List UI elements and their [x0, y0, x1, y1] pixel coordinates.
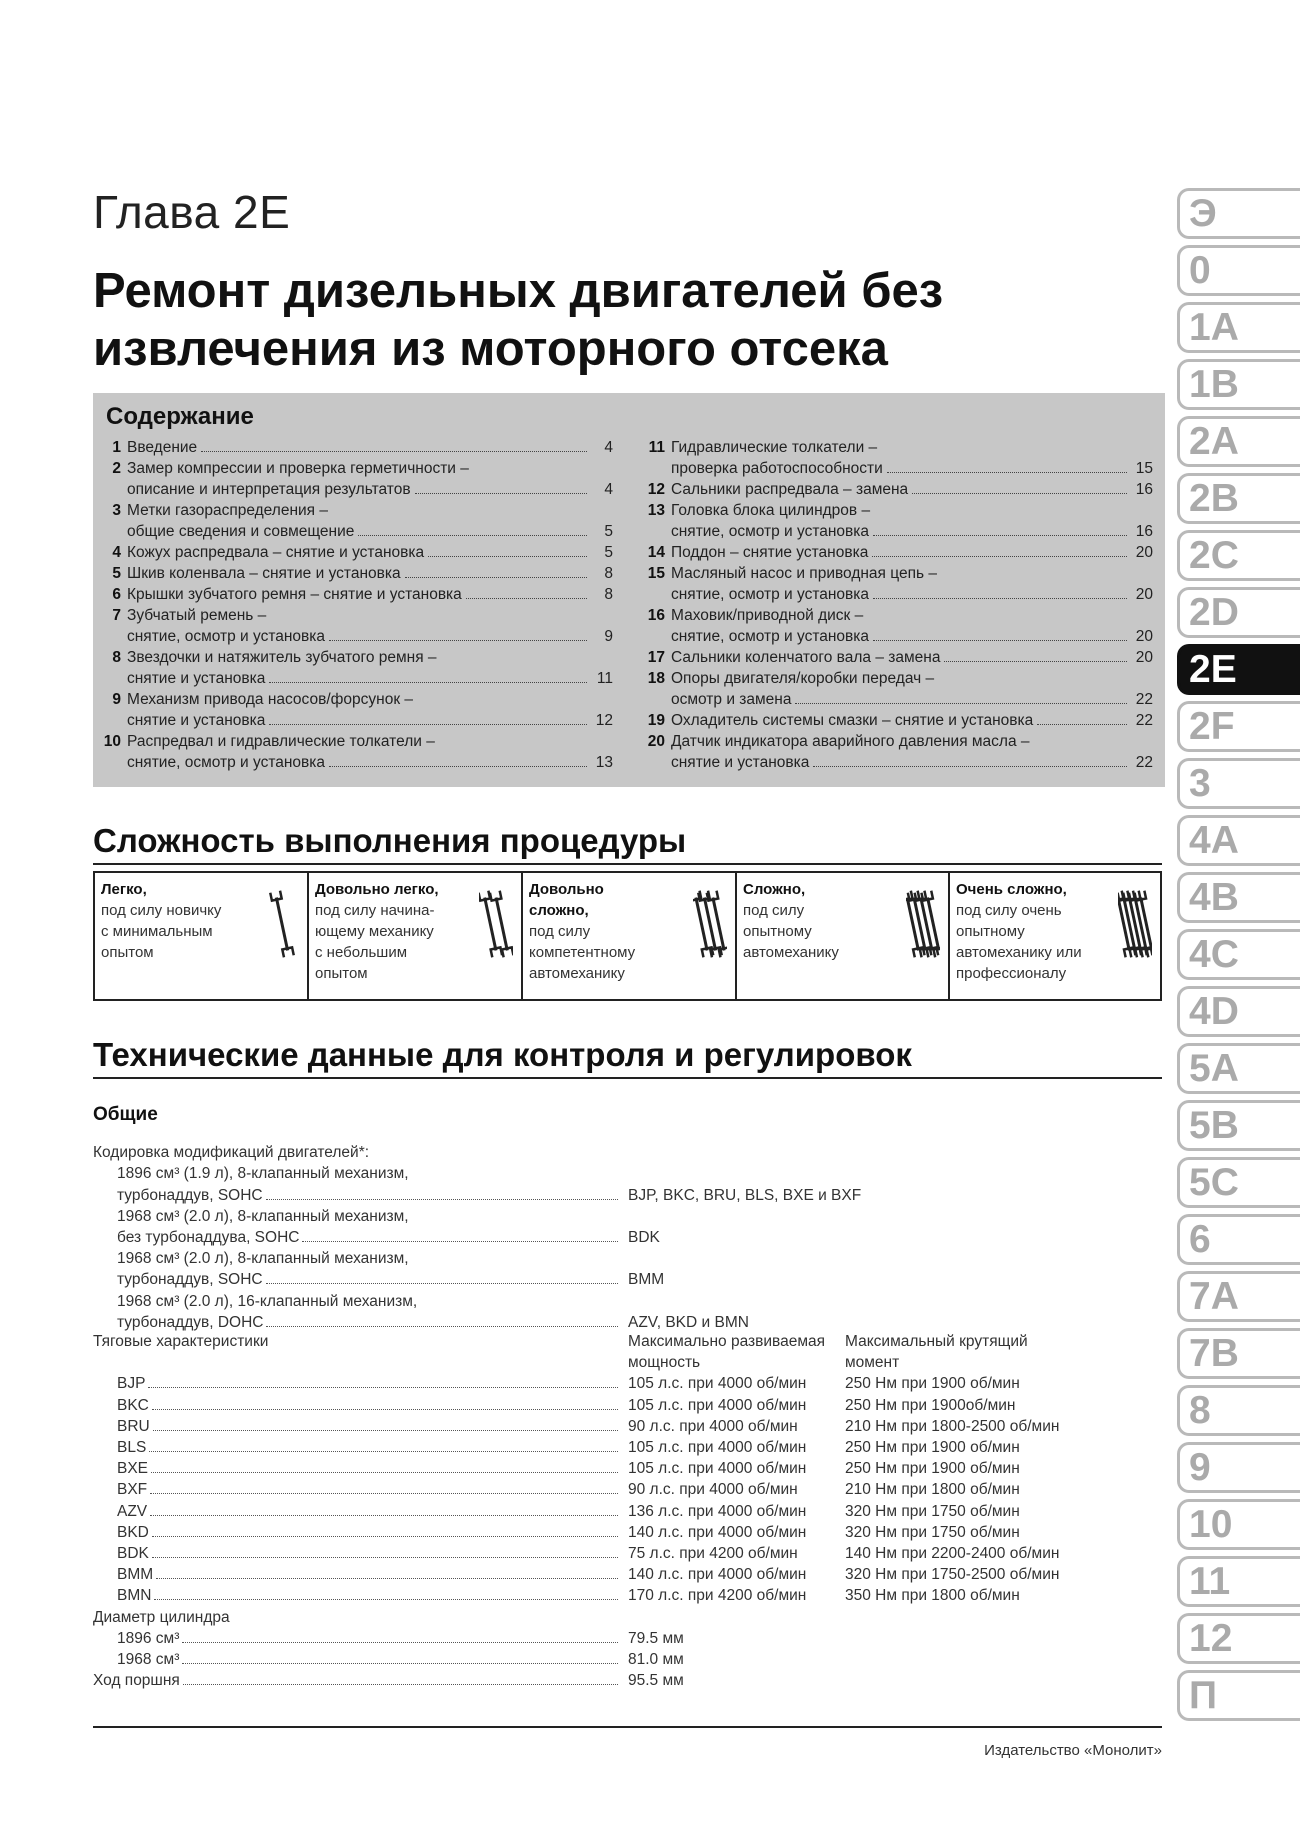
spec-row: [93, 1607, 1163, 1628]
specs-heading: Технические данные для контроля и регулировок: [93, 1036, 912, 1073]
page-title: [93, 262, 1163, 378]
spec-row: [93, 1163, 1163, 1184]
toc-entry: [637, 605, 1153, 626]
toc-entry-number: 19: [647, 712, 665, 729]
tab-chapter[interactable]: 4D: [1177, 986, 1300, 1037]
table-row: [93, 1585, 1163, 1606]
table-row: [93, 1395, 1163, 1416]
toc-entry-number: 7: [112, 607, 121, 624]
toc-entry-number: 17: [647, 649, 665, 666]
title-line-2: извлечения из моторного отсека: [93, 322, 888, 376]
toc-entry-text: общие сведения и совмещение: [127, 523, 355, 540]
power-value: 170 л.с. при 4200 об/мин: [628, 1587, 807, 1605]
difficulty-title: Легко,: [101, 881, 147, 898]
tab-chapter[interactable]: 7A: [1177, 1271, 1300, 1322]
table-of-contents: [93, 393, 1165, 787]
table-row: [93, 1479, 1163, 1500]
wrench-difficulty-icon: [1118, 887, 1152, 961]
toc-entry-page: 9: [604, 628, 613, 645]
toc-entry-number: 3: [112, 502, 121, 519]
wrench-difficulty-icon: [693, 887, 727, 961]
power-column-header: мощность: [628, 1354, 701, 1372]
difficulty-title: Сложно,: [743, 881, 806, 898]
tab-chapter[interactable]: 0: [1177, 245, 1300, 296]
toc-entry: [93, 731, 613, 752]
toc-left-column: [93, 437, 613, 773]
toc-entry-page: 13: [595, 754, 613, 771]
spec-label: BKD: [117, 1523, 149, 1541]
torque-value: 140 Нм при 2200-2400 об/мин: [845, 1544, 1060, 1562]
toc-entry-text: снятие, осмотр и установка: [671, 586, 870, 603]
toc-entry-text: Гидравлические толкатели –: [671, 439, 878, 456]
toc-entry-text: снятие и установка: [127, 712, 266, 729]
power-value: 75 л.с. при 4200 об/мин: [628, 1544, 798, 1562]
toc-entry-text: Звездочки и натяжитель зубчатого ремня –: [127, 649, 437, 666]
toc-entry: [93, 752, 613, 773]
toc-entry: [93, 626, 613, 647]
toc-entry: [93, 500, 613, 521]
torque-value: 320 Нм при 1750 об/мин: [845, 1502, 1020, 1520]
spec-label: Ход поршня: [93, 1672, 180, 1690]
toc-entry-page: 22: [1135, 712, 1153, 729]
power-value: 136 л.с. при 4000 об/мин: [628, 1502, 807, 1520]
toc-entry-number: 12: [647, 481, 665, 498]
toc-entry: [637, 479, 1153, 500]
spec-row: [93, 1206, 1163, 1227]
toc-entry-text: Масляный насос и приводная цепь –: [671, 565, 937, 582]
spec-row: [93, 1628, 1163, 1649]
power-value: 140 л.с. при 4000 об/мин: [628, 1566, 807, 1584]
difficulty-desc: автомеханику: [743, 944, 839, 961]
spec-row: [93, 1269, 1163, 1290]
spec-row: [93, 1248, 1163, 1269]
toc-entry: [93, 584, 613, 605]
difficulty-level-1: [95, 873, 309, 999]
spec-value: 95.5 мм: [628, 1672, 684, 1690]
tab-chapter[interactable]: 2F: [1177, 701, 1300, 752]
spec-label: турбонаддув, SOHC: [117, 1186, 263, 1204]
spec-label: Тяговые характеристики: [93, 1332, 269, 1350]
toc-entry-text: Опоры двигателя/коробки передач –: [671, 670, 935, 687]
toc-entry-page: 22: [1135, 754, 1153, 771]
spec-label: Кодировка модификаций двигателей*:: [93, 1144, 370, 1162]
toc-entry: [93, 437, 613, 458]
toc-entry-number: 2: [112, 460, 121, 477]
torque-value: 250 Нм при 1900об/мин: [845, 1396, 1016, 1414]
toc-entry-text: Распредвал и гидравлические толкатели –: [127, 733, 435, 750]
spec-value: BJP, BKC, BRU, BLS, BXE и BXF: [628, 1186, 862, 1204]
toc-entry: [93, 710, 613, 731]
power-value: 105 л.с. при 4000 об/мин: [628, 1460, 807, 1478]
chapter-label: Глава 2E: [93, 186, 291, 238]
table-row: [93, 1543, 1163, 1564]
toc-entry-page: 20: [1135, 586, 1153, 603]
tab-chapter[interactable]: 12: [1177, 1613, 1300, 1664]
table-row: [93, 1522, 1163, 1543]
toc-entry: [637, 647, 1153, 668]
table-row: [93, 1564, 1163, 1585]
tab-chapter[interactable]: 5C: [1177, 1157, 1300, 1208]
spec-label: турбонаддув, DOHC: [117, 1313, 264, 1331]
spec-label: 1896 см³ (1.9 л), 8-клапанный механизм,: [117, 1165, 409, 1183]
spec-label: Диаметр цилиндра: [93, 1608, 230, 1626]
toc-entry-page: 16: [1135, 481, 1153, 498]
difficulty-level-3: [523, 873, 737, 999]
torque-value: 250 Нм при 1900 об/мин: [845, 1460, 1020, 1478]
spec-label: BRU: [117, 1417, 150, 1435]
toc-entry: [637, 584, 1153, 605]
difficulty-scale: [93, 871, 1162, 1001]
difficulty-desc: опытному: [743, 923, 812, 940]
torque-column-header: момент: [845, 1354, 900, 1372]
spec-label: AZV: [117, 1502, 148, 1520]
spec-label: турбонаддув, SOHC: [117, 1271, 263, 1289]
difficulty-level-5: [950, 873, 1160, 999]
toc-entry: [637, 731, 1153, 752]
tab-chapter[interactable]: 4A: [1177, 815, 1300, 866]
toc-entry: [637, 458, 1153, 479]
torque-value: 320 Нм при 1750-2500 об/мин: [845, 1566, 1060, 1584]
table-row: [93, 1416, 1163, 1437]
spec-label: 1968 см³: [117, 1650, 180, 1668]
table-row: [93, 1501, 1163, 1522]
toc-entry: [93, 605, 613, 626]
toc-entry: [637, 563, 1153, 584]
tab-chapter[interactable]: 1B: [1177, 359, 1300, 410]
toc-entry: [93, 542, 613, 563]
tab-chapter[interactable]: 2A: [1177, 416, 1300, 467]
toc-right-column: [637, 437, 1153, 773]
spec-row: [93, 1142, 1163, 1163]
tab-chapter[interactable]: 4C: [1177, 929, 1300, 980]
toc-entry-page: 20: [1135, 628, 1153, 645]
tab-chapter[interactable]: 5A: [1177, 1043, 1300, 1094]
toc-entry-text: осмотр и замена: [671, 691, 792, 708]
toc-entry-page: 15: [1135, 460, 1153, 477]
difficulty-desc: под силу: [743, 902, 805, 919]
footer-rule: [93, 1726, 1162, 1728]
toc-entry: [637, 668, 1153, 689]
spec-row: [93, 1352, 1163, 1373]
power-value: 105 л.с. при 4000 об/мин: [628, 1375, 807, 1393]
difficulty-title: сложно,: [529, 902, 589, 919]
tab-chapter[interactable]: 8: [1177, 1385, 1300, 1436]
difficulty-desc: опытом: [315, 965, 368, 982]
toc-entry-text: снятие и установка: [127, 670, 266, 687]
difficulty-level-4: [737, 873, 950, 999]
spec-label: BLS: [117, 1438, 147, 1456]
toc-entry-page: 8: [604, 565, 613, 582]
toc-entry-text: Сальники распредвала – замена: [671, 481, 909, 498]
difficulty-desc: опытному: [956, 923, 1025, 940]
tab-chapter[interactable]: 1A: [1177, 302, 1300, 353]
toc-entry-page: 20: [1135, 544, 1153, 561]
toc-entry: [637, 437, 1153, 458]
spec-value: BMM: [628, 1271, 665, 1289]
tab-chapter[interactable]: 9: [1177, 1442, 1300, 1493]
toc-entry-number: 15: [647, 565, 665, 582]
spec-label: BDK: [117, 1544, 149, 1562]
difficulty-desc: под силу новичку: [101, 902, 222, 919]
toc-entry-text: Кожух распредвала – снятие и установка: [127, 544, 425, 561]
title-line-1: Ремонт дизельных двигателей без: [93, 264, 944, 318]
toc-entry-page: 4: [604, 481, 613, 498]
toc-entry-text: Механизм привода насосов/форсунок –: [127, 691, 414, 708]
toc-entry-page: 11: [596, 670, 613, 687]
spec-label: BMM: [117, 1566, 154, 1584]
power-value: 90 л.с. при 4000 об/мин: [628, 1417, 798, 1435]
power-value: 90 л.с. при 4000 об/мин: [628, 1481, 798, 1499]
toc-entry-text: Шкив коленвала – снятие и установка: [127, 565, 401, 582]
torque-value: 350 Нм при 1800 об/мин: [845, 1587, 1020, 1605]
tab-chapter[interactable]: 11: [1177, 1556, 1300, 1607]
toc-entry-text: снятие и установка: [671, 754, 810, 771]
spec-value: 79.5 мм: [628, 1629, 684, 1647]
toc-entry-text: снятие, осмотр и установка: [127, 754, 326, 771]
toc-entry: [93, 479, 613, 500]
toc-entry: [637, 542, 1153, 563]
toc-entry-number: 5: [112, 565, 121, 582]
toc-entry: [637, 710, 1153, 731]
toc-entry-text: Крышки зубчатого ремня – снятие и установка: [127, 586, 462, 603]
difficulty-desc: под силу начина-: [315, 902, 435, 919]
spec-row: [93, 1227, 1163, 1248]
tab-chapter[interactable]: 2C: [1177, 530, 1300, 581]
spec-label: BMN: [117, 1587, 152, 1605]
difficulty-desc: опытом: [101, 944, 154, 961]
spec-row: [93, 1312, 1163, 1333]
difficulty-heading: Сложность выполнения процедуры: [93, 822, 687, 859]
toc-entry-number: 14: [647, 544, 665, 561]
torque-value: 210 Нм при 1800-2500 об/мин: [845, 1417, 1060, 1435]
tab-chapter[interactable]: 2E: [1177, 644, 1300, 695]
toc-entry-text: описание и интерпретация результатов: [127, 481, 411, 498]
spec-label: 1968 см³ (2.0 л), 8-клапанный механизм,: [117, 1250, 409, 1268]
toc-entry-text: Датчик индикатора аварийного давления масла –: [671, 733, 1030, 750]
toc-entry-text: снятие, осмотр и установка: [127, 628, 326, 645]
toc-entry-text: снятие, осмотр и установка: [671, 628, 870, 645]
difficulty-desc: ющему механику: [315, 923, 434, 940]
toc-entry-number: 10: [103, 733, 121, 750]
toc-entry-number: 16: [647, 607, 665, 624]
tab-chapter[interactable]: 2B: [1177, 473, 1300, 524]
difficulty-desc: под силу: [529, 923, 591, 940]
toc-entry-number: 13: [647, 502, 665, 519]
toc-entry: [637, 500, 1153, 521]
spec-label: без турбонаддува, SOHC: [117, 1229, 300, 1247]
tab-chapter[interactable]: Э: [1177, 188, 1300, 239]
general-subheading: Общие: [93, 1104, 158, 1125]
publisher-credit: Издательство «Монолит»: [984, 1742, 1162, 1759]
toc-entry-number: 8: [112, 649, 121, 666]
toc-entry: [637, 689, 1153, 710]
spec-value: BDK: [628, 1229, 660, 1247]
toc-entry-text: Маховик/приводной диск –: [671, 607, 864, 624]
toc-entry-text: снятие, осмотр и установка: [671, 523, 870, 540]
spec-label: BXF: [117, 1481, 148, 1499]
toc-entry-text: Метки газораспределения –: [127, 502, 328, 519]
power-value: 140 л.с. при 4000 об/мин: [628, 1523, 807, 1541]
power-value: 105 л.с. при 4000 об/мин: [628, 1438, 807, 1456]
wrench-difficulty-icon: [265, 887, 299, 961]
toc-entry-text: Поддон – снятие установка: [671, 544, 869, 561]
spec-value: 81.0 мм: [628, 1650, 684, 1668]
toc-entry: [637, 521, 1153, 542]
toc-entry-text: Головка блока цилиндров –: [671, 502, 871, 519]
toc-entry: [93, 563, 613, 584]
toc-entry-number: 11: [648, 439, 665, 456]
spec-row: [93, 1670, 1163, 1691]
spec-label: BXE: [117, 1460, 149, 1478]
table-row: [93, 1458, 1163, 1479]
spec-label: 1896 см³: [117, 1629, 180, 1647]
tab-chapter[interactable]: 10: [1177, 1499, 1300, 1550]
difficulty-desc: автомеханику или: [956, 944, 1082, 961]
table-row: [93, 1437, 1163, 1458]
difficulty-desc: с небольшим: [315, 944, 408, 961]
toc-entry: [93, 689, 613, 710]
tab-chapter[interactable]: 7B: [1177, 1328, 1300, 1379]
difficulty-title: Довольно легко,: [315, 881, 439, 898]
spec-value: AZV, BKD и BMN: [628, 1313, 749, 1331]
tab-chapter[interactable]: 2D: [1177, 587, 1300, 638]
toc-entry-text: Зубчатый ремень –: [127, 607, 267, 624]
power-value: 105 л.с. при 4000 об/мин: [628, 1396, 807, 1414]
difficulty-desc: профессионалу: [956, 965, 1067, 982]
difficulty-level-2: [309, 873, 523, 999]
spec-label: BKC: [117, 1396, 149, 1414]
toc-heading: Содержание: [106, 403, 254, 430]
toc-entry-number: 1: [112, 439, 121, 456]
toc-entry-number: 20: [647, 733, 665, 750]
toc-entry-page: 4: [604, 439, 613, 456]
tab-chapter[interactable]: 4B: [1177, 872, 1300, 923]
difficulty-title: Довольно: [529, 881, 604, 898]
toc-entry: [93, 668, 613, 689]
toc-entry-text: проверка работоспособности: [671, 460, 883, 477]
difficulty-desc: с минимальным: [101, 923, 213, 940]
difficulty-desc: компетентному: [529, 944, 636, 961]
spec-label: BJP: [117, 1375, 146, 1393]
spec-label: 1968 см³ (2.0 л), 16-клапанный механизм,: [117, 1292, 418, 1310]
spec-label: 1968 см³ (2.0 л), 8-клапанный механизм,: [117, 1207, 409, 1225]
power-column-header: Максимально развиваемая: [628, 1332, 825, 1350]
difficulty-rule: [93, 863, 1162, 865]
difficulty-desc: автомеханику: [529, 965, 625, 982]
tab-chapter[interactable]: П: [1177, 1670, 1300, 1721]
torque-value: 250 Нм при 1900 об/мин: [845, 1375, 1020, 1393]
toc-entry-text: Введение: [127, 439, 198, 456]
tab-chapter[interactable]: 5B: [1177, 1100, 1300, 1151]
table-row: [93, 1373, 1163, 1394]
difficulty-desc: под силу очень: [956, 902, 1062, 919]
toc-entry-page: 5: [604, 523, 613, 540]
toc-entry: [93, 521, 613, 542]
spec-row: [93, 1291, 1163, 1312]
toc-entry-page: 5: [604, 544, 613, 561]
toc-entry: [93, 647, 613, 668]
torque-column-header: Максимальный крутящий: [845, 1332, 1028, 1350]
torque-value: 250 Нм при 1900 об/мин: [845, 1438, 1020, 1456]
spec-row: [93, 1185, 1163, 1206]
toc-entry-text: Охладитель системы смазки – снятие и установка: [671, 712, 1034, 729]
spec-row: [93, 1331, 1163, 1352]
torque-value: 320 Нм при 1750 об/мин: [845, 1523, 1020, 1541]
toc-entry-page: 16: [1135, 523, 1153, 540]
toc-entry-number: 18: [647, 670, 665, 687]
toc-entry-number: 6: [112, 586, 121, 603]
wrench-difficulty-icon: [906, 887, 940, 961]
difficulty-title: Очень сложно,: [956, 881, 1067, 898]
torque-value: 210 Нм при 1800 об/мин: [845, 1481, 1020, 1499]
toc-entry-page: 20: [1135, 649, 1153, 666]
toc-entry-number: 9: [112, 691, 121, 708]
toc-entry-number: 4: [112, 544, 121, 561]
specs-rule: [93, 1077, 1162, 1079]
toc-entry: [93, 458, 613, 479]
spec-row: [93, 1649, 1163, 1670]
wrench-difficulty-icon: [479, 887, 513, 961]
toc-entry-page: 22: [1135, 691, 1153, 708]
tab-chapter[interactable]: 3: [1177, 758, 1300, 809]
toc-entry-text: Сальники коленчатого вала – замена: [671, 649, 941, 666]
toc-entry: [637, 752, 1153, 773]
toc-entry: [637, 626, 1153, 647]
toc-entry-page: 12: [595, 712, 613, 729]
toc-entry-text: Замер компрессии и проверка герметичности –: [127, 460, 469, 477]
toc-entry-page: 8: [604, 586, 613, 603]
tab-chapter[interactable]: 6: [1177, 1214, 1300, 1265]
